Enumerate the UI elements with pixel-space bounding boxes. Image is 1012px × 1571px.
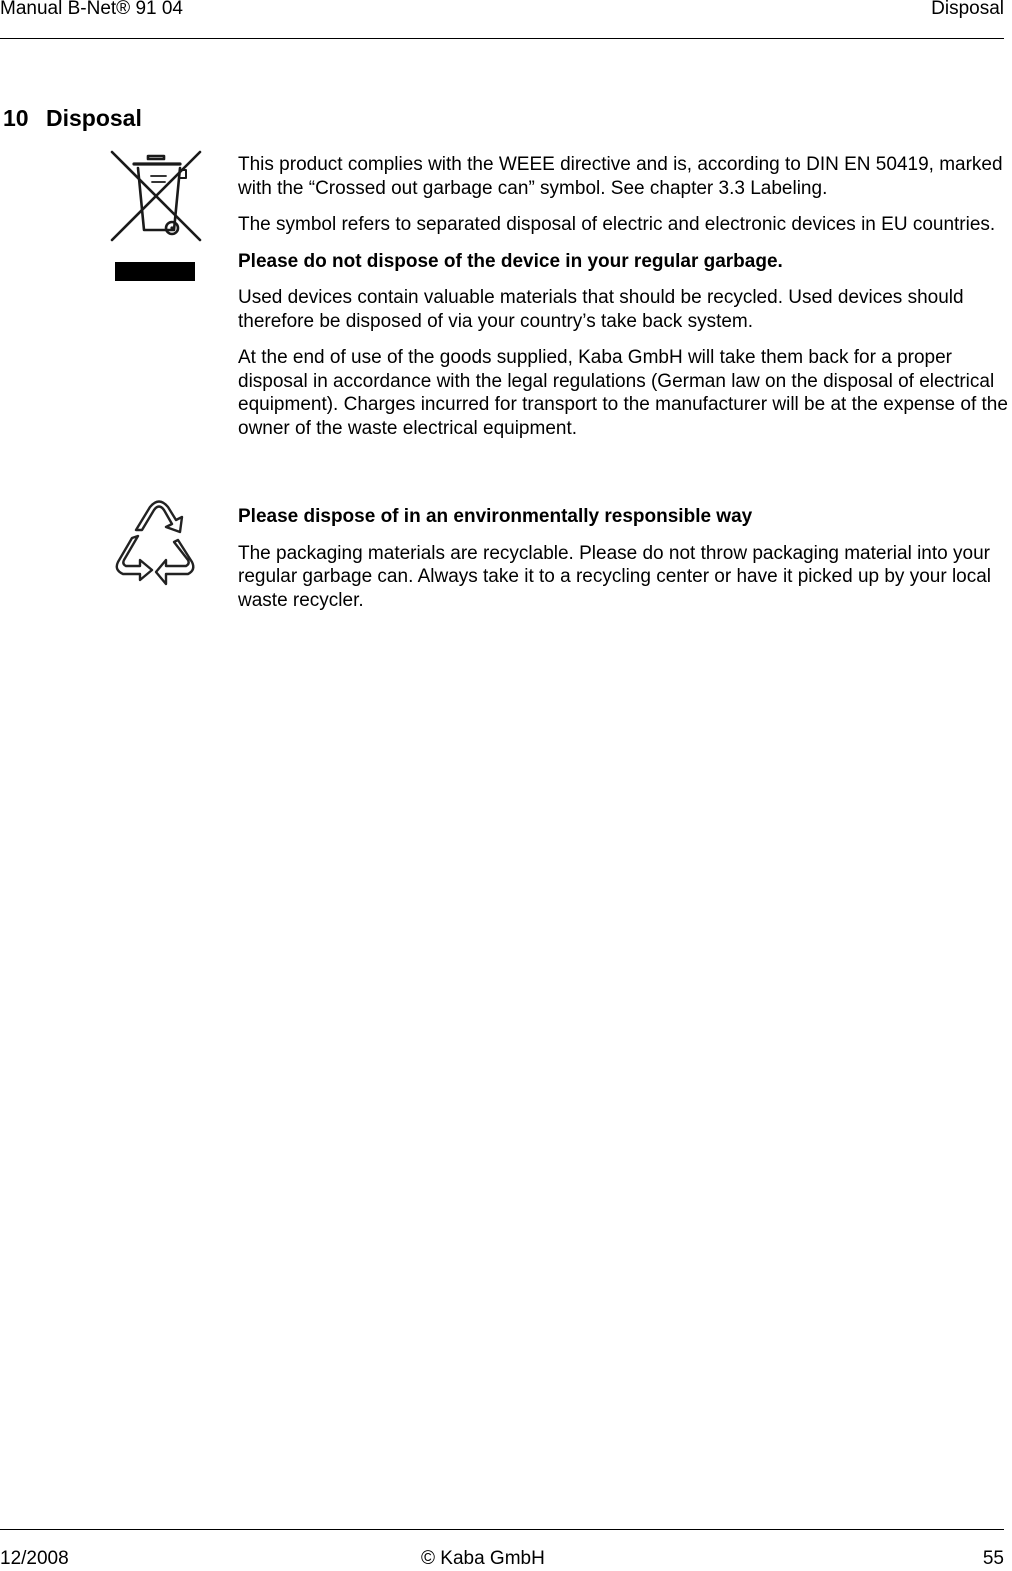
header-manual-title: Manual B-Net® 91 04 <box>0 0 183 19</box>
footer-page-number: 55 <box>982 1548 1004 1569</box>
recycle-paragraph: The packaging materials are recyclable. Please do not throw packaging material into your regular garbage can. Always take it to a recycling center or have it picked up by your local waste recycler. <box>238 542 992 611</box>
page-footer <box>0 1529 1004 1570</box>
page-header <box>0 0 1004 39</box>
weee-warning: Please do not dispose of the device in your regular garbage. <box>238 250 783 272</box>
weee-paragraph: Used devices contain valuable materials that should be recycled. Used devices should therefore be disposed of via your country’s take back system. <box>238 287 964 332</box>
section-heading <box>3 105 142 132</box>
section-title: Disposal <box>46 105 142 131</box>
recycle-text-block <box>238 505 1010 625</box>
footer-copyright: © Kaba GmbH <box>421 1548 545 1569</box>
weee-paragraph: At the end of use of the goods supplied, Kaba GmbH will take them back for a proper disposal in accordance with the legal regulations (German law on the disposal of electrical equipment). Charges incurred for transport to the manufacturer will be at the expense of the owner of the waste electrical equipment. <box>238 347 1008 439</box>
crossed-out-garbage-can-icon <box>108 148 204 284</box>
weee-paragraph: The symbol refers to separated disposal of electric and electronic devices in EU countries. <box>238 214 996 235</box>
weee-text-block <box>238 153 1010 453</box>
weee-paragraph: This product complies with the WEEE directive and is, according to DIN EN 50419, marked with the “Crossed out garbage can” symbol. See chapter 3.3 Labeling. <box>238 154 1003 199</box>
recycle-heading: Please dispose of in an environmentally responsible way <box>238 506 753 527</box>
recycle-icon <box>114 500 204 588</box>
header-chapter-title: Disposal <box>931 0 1004 19</box>
footer-date: 12/2008 <box>0 1548 69 1569</box>
section-number: 10 <box>3 105 29 131</box>
